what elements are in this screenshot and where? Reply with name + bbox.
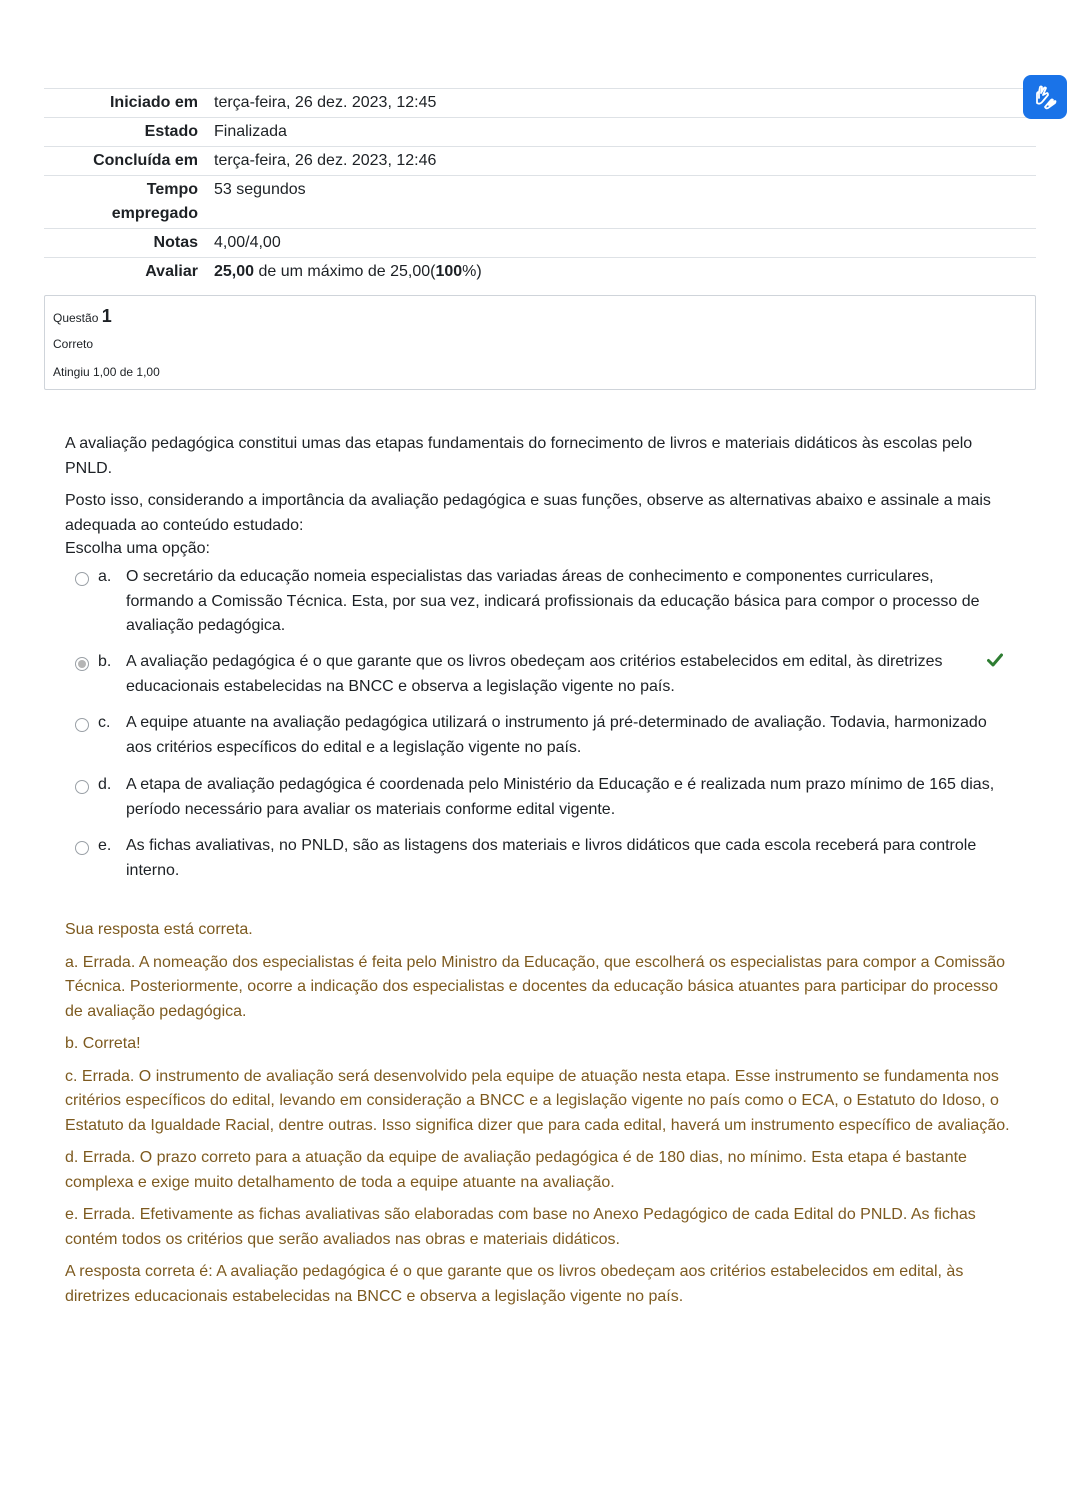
grade-value (206, 258, 1036, 287)
question-text-paragraph-2: Posto isso, considerando a importância da avaliação pedagógica e suas funções, observe as alternativas abaixo e assinale a mais adequada ao conteúdo estudado: (65, 492, 991, 534)
question-text (65, 431, 1015, 545)
summary-row-started (44, 89, 1036, 118)
time-value: 53 segundos (214, 181, 306, 198)
answer-option-c[interactable] (65, 711, 1015, 760)
answer-radio-a[interactable] (75, 572, 89, 586)
question-number (53, 302, 1027, 330)
completed-label: Concluída em (93, 152, 198, 169)
answer-option-d[interactable] (65, 773, 1015, 822)
answer-text-d: A etapa de avaliação pedagógica é coordenada pelo Ministério da Educação e é realizada num prazo mínimo de 165 dias, período necessário para avaliar os materiais conforme edital vigente. (126, 776, 995, 818)
answer-text-b: A avaliação pedagógica é o que garante que os livros obedeçam aos critérios estabelecidos em edital, às diretrizes educacionais estabelecidas na BNCC e observa a legislação vigente no país. (126, 653, 943, 695)
answer-radio-d[interactable] (75, 780, 89, 794)
marks-label: Notas (153, 234, 198, 251)
answer-radio-c[interactable] (75, 718, 89, 732)
correct-check-icon (987, 653, 1003, 667)
started-value: terça-feira, 26 dez. 2023, 12:45 (214, 94, 437, 111)
accessibility-sign-language-button[interactable] (1023, 75, 1067, 119)
question-mark: Atingiu 1,00 de 1,00 (53, 365, 160, 379)
summary-row-grade (44, 258, 1036, 287)
answer-prompt: Escolha uma opção: (65, 540, 210, 557)
marks-value: 4,00/4,00 (214, 234, 281, 251)
started-label: Iniciado em (109, 94, 198, 111)
answer-text-e: As fichas avaliativas, no PNLD, são as listagens dos materiais e livros didáticos que cada escola receberá para controle interno. (126, 837, 977, 879)
grade-score: 25,00 (214, 263, 255, 280)
answer-letter-c: c. (98, 714, 111, 731)
grade-mid: de um máximo de 25,00( (254, 263, 436, 280)
answer-radio-e[interactable] (75, 841, 89, 855)
feedback-right-answer: A resposta correta é: A avaliação pedagógica é o que garante que os livros obedeçam aos critérios estabelecidos em edital, às diretrizes educacionais estabelecidas na BNCC e observa a legislação vigente no país. (65, 1263, 964, 1305)
grade-label: Avaliar (145, 263, 198, 280)
question-state: Correto (53, 337, 94, 351)
summary-row-completed (44, 147, 1036, 176)
sign-language-hands-icon (1031, 83, 1059, 111)
feedback-c: c. Errada. O instrumento de avaliação será desenvolvido pela equipe de atuação nesta etapa. Esse instrumento se fundamenta nos critérios específicos do edital, levando em consideração a BNCC e a legislação vigente no país como o ECA, o Estatuto do Idoso, o Estatuto da Igualdade Racial, dentre outras. Isso significa dizer que para cada edital, haverá um instrumento específico de avaliação. (65, 1067, 1010, 1134)
question-text-paragraph-1: A avaliação pedagógica constitui umas das etapas fundamentais do fornecimento de livros e materiais didáticos às escolas pelo PNLD. (65, 435, 973, 477)
answer-option-b[interactable] (65, 650, 1015, 699)
completed-value: terça-feira, 26 dez. 2023, 12:46 (214, 152, 437, 169)
state-value: Finalizada (214, 123, 287, 140)
feedback-b: b. Correta! (65, 1035, 141, 1052)
summary-row-marks (44, 229, 1036, 258)
feedback-a: a. Errada. A nomeação dos especialistas é feita pelo Ministro da Educação, que escolherá os especialistas para compor a Comissão Técnica. Posteriormente, ocorre a indicação dos especialistas e docentes da educação básica atuantes para participar do processo de avaliação pedagógica. (65, 953, 1006, 1020)
answer-text-c: A equipe atuante na avaliação pedagógica utilizará o instrumento já pré-determinado de avaliação. Todavia, harmonizado aos critérios específicos do edital e a legislação vigente no país. (126, 714, 987, 756)
time-label: Tempo empregado (111, 181, 198, 222)
state-label: Estado (144, 123, 198, 140)
feedback-d: d. Errada. O prazo correto para a atuação da equipe de avaliação pedagógica é de 180 dias, no mínimo. Esta etapa é bastante complexa e exige muito detalhamento de toda a equipe atuante na avaliação. (65, 1149, 967, 1191)
question-info-box (44, 295, 1036, 390)
feedback-status: Sua resposta está correta. (65, 921, 253, 938)
summary-row-state (44, 118, 1036, 147)
feedback-e: e. Errada. Efetivamente as fichas avaliativas são elaboradas com base no Anexo Pedagógico de cada Edital do PNLD. As fichas contém todos os critérios que serão avaliados nas obras e materiais didáticos. (65, 1206, 976, 1248)
answer-letter-e: e. (98, 837, 112, 854)
summary-row-time (44, 176, 1036, 229)
answer-text-a: O secretário da educação nomeia especialistas das variadas áreas de conhecimento e componentes curriculares, formando a Comissão Técnica. Esta, por sua vez, indicará profissionais da educação básica para compor o processo de avaliação pedagógica. (126, 568, 980, 634)
answer-option-a[interactable] (65, 565, 1015, 638)
answer-letter-a: a. (98, 568, 112, 585)
answer-letter-d: d. (98, 776, 112, 793)
answer-feedback (65, 918, 1020, 1317)
answer-option-e[interactable] (65, 834, 1015, 879)
answer-letter-b: b. (98, 653, 112, 670)
attempt-summary-table (44, 88, 1036, 286)
grade-end: %) (462, 263, 482, 280)
answer-radio-b[interactable] (75, 657, 89, 671)
question-number-label: Questão (53, 311, 99, 325)
question-number-value: 1 (101, 306, 112, 326)
grade-percent: 100 (435, 263, 463, 280)
